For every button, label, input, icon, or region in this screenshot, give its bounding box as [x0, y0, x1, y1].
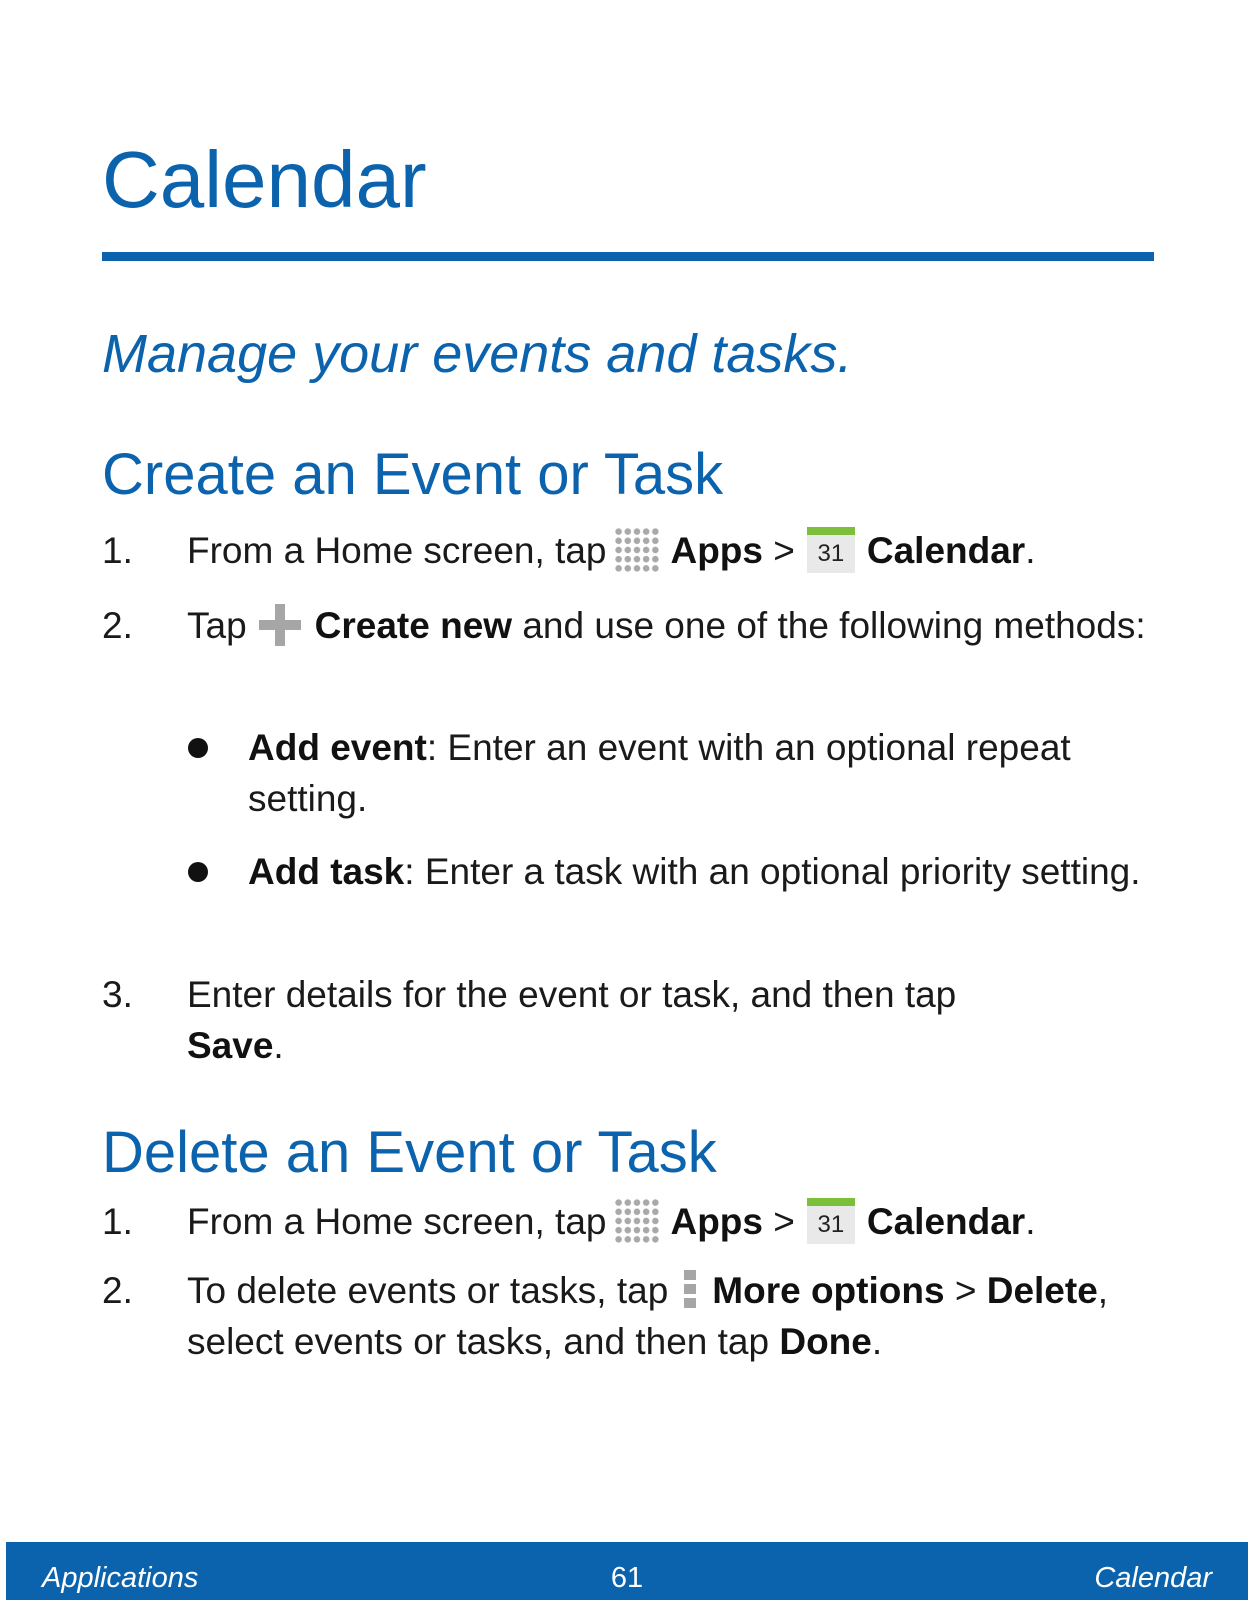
create-step-2 [102, 600, 1162, 651]
delete-label: Delete [986, 1270, 1098, 1311]
footer-page-number: 61 [610, 1562, 644, 1594]
step-text: Tap [187, 605, 247, 646]
page-footer [6, 1542, 1248, 1600]
calendar-app-icon: 31 [807, 527, 855, 573]
bullet-add-event [188, 722, 1148, 824]
bullet-label: Add event [248, 727, 427, 768]
step-end: . [1025, 1201, 1036, 1242]
bullet-dot [188, 862, 208, 882]
calendar-app-icon: 31 [807, 1198, 855, 1244]
separator: > [773, 1201, 795, 1242]
bullet-dot [188, 738, 208, 758]
step-number: 2. [102, 1270, 133, 1311]
bullet-label: Add task [248, 851, 405, 892]
step-end: . [871, 1321, 883, 1362]
apps-grid-icon [614, 1198, 660, 1244]
apps-grid-icon [614, 527, 660, 573]
calendar-label: Calendar [866, 530, 1026, 571]
done-label: Done [779, 1321, 872, 1362]
page-title: Calendar [102, 135, 427, 224]
apps-label: Apps [670, 530, 763, 571]
page-tagline: Manage your events and tasks. [102, 324, 853, 384]
separator: > [773, 530, 795, 571]
bullet-add-task [188, 846, 1148, 897]
step-text-continued: , select events or tasks, and then tap [187, 1270, 1109, 1362]
create-step-1 [102, 525, 1162, 576]
step-text-continued: and use one of the following methods: [522, 605, 1146, 646]
more-options-icon [684, 1270, 696, 1310]
step-text: To delete events or tasks, tap [187, 1270, 669, 1311]
footer-chapter: Applications [42, 1562, 199, 1594]
create-section-heading: Create an Event or Task [102, 442, 724, 507]
step-text: From a Home screen, tap [187, 1201, 607, 1242]
delete-step-1 [102, 1196, 1162, 1247]
step-end: . [273, 1025, 284, 1066]
step-end: . [1025, 530, 1036, 571]
step-number: 1. [102, 1201, 133, 1242]
step-number: 1. [102, 530, 133, 571]
delete-section-heading: Delete an Event or Task [102, 1120, 717, 1185]
delete-step-2 [102, 1265, 1162, 1367]
footer-section: Calendar [1094, 1562, 1212, 1594]
apps-label: Apps [670, 1201, 763, 1242]
step-text: Enter details for the event or task, and then tap [187, 974, 957, 1015]
more-options-label: More options [712, 1270, 945, 1311]
title-divider [102, 252, 1154, 261]
plus-icon [257, 602, 303, 648]
calendar-label: Calendar [866, 1201, 1026, 1242]
step-number: 2. [102, 605, 133, 646]
bullet-text: : Enter an event with an optional repeat setting. [248, 727, 1071, 819]
step-number: 3. [102, 974, 133, 1015]
save-label: Save [187, 1025, 274, 1066]
create-step-3 [102, 969, 1062, 1071]
step-text: From a Home screen, tap [187, 530, 607, 571]
bullet-text: : Enter a task with an optional priority setting. [404, 851, 1141, 892]
separator: > [954, 1270, 977, 1311]
create-new-label: Create new [314, 605, 513, 646]
